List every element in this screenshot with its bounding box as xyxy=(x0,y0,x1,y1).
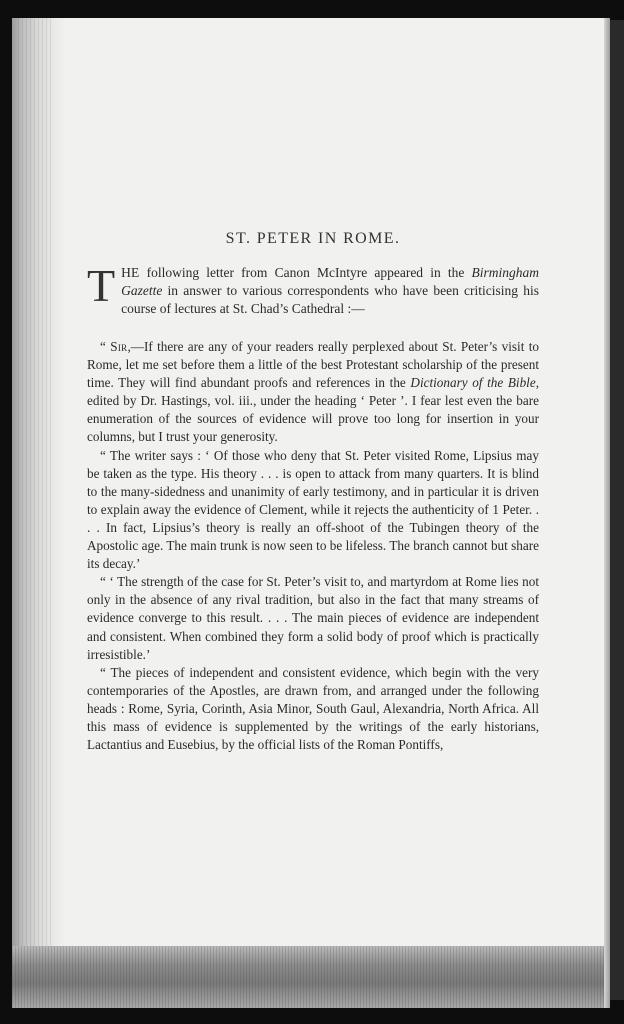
salutation: Sir xyxy=(110,339,128,354)
book-page xyxy=(12,18,610,1008)
intro-text-a: following letter from Canon McIntyre appeared in the xyxy=(139,265,472,280)
intro-first-word: HE xyxy=(121,265,140,280)
letter-paragraph-3: “ ‘ The strength of the case for St. Peter’s visit to, and martyrdom at Rome lies not only in the absence of any rival tradition, but also in the fact that many streams of evidence converge to this result. . . . The main pieces of evidence are independent and consistent. When combined they form a solid body of proof which is practically irresistible.’ xyxy=(87,574,539,662)
drop-cap: T xyxy=(87,260,116,311)
page-bottom-texture xyxy=(12,946,610,1008)
publication-name: Birmingham Gazette xyxy=(121,265,539,298)
letter-paragraph-1 xyxy=(87,338,539,447)
letter-paragraph-4: “ The pieces of independent and consistent evidence, which begin with the very contemporaries of the Apostles, are drawn from, and arranged under the following heads : Rome, Syria, Corinth, Asia Minor, South Gaul, Alexandria, North Africa. All this mass of evidence is supplemented by the writings of the early historians, Lactantius and Eusebius, by the official lists of the Roman Pontiffs, xyxy=(87,664,539,753)
binding-texture xyxy=(18,18,52,1008)
paragraph-1-text-a: ,—If there are any of your readers really perplexed about St. Peter’s visit to Rome, let me set before them a little of the best Protestant scholarship of the present time. They will find abundant proofs and references in the xyxy=(87,339,540,391)
letter-paragraph-2: “ The writer says : ‘ Of those who deny that St. Peter visited Rome, Lipsius may be taken as the type. His theory . . . is open to attack from many quarters. It is blind to the many-sidedness and unanimity of early testimony, and in particular it is driven to explain away the evidence of Clement, while it rejects the authenticity of 1 Peter. . . . In fact, Lipsius’s theory is really an off-shoot of the Tubingen theory of the Apostolic age. The main trunk is now seen to be lifeless. The branch cannot but share its decay.’ xyxy=(87,447,539,572)
paragraph-spacer xyxy=(87,318,539,338)
scan-border-right xyxy=(610,20,624,1000)
open-quote: “ xyxy=(100,339,111,354)
intro-paragraph xyxy=(87,260,539,318)
intro-text-b: in answer to various correspondents who have been criticising his course of lectures at St. Chad’s Cathedral :— xyxy=(121,283,539,316)
paragraph-1-text-b: , edited by Dr. Hastings, vol. iii., under the heading ‘ Peter ’. I fear lest even the bare enumeration of the sources of evidence will prove too long for insertion in your columns, but I trust your generosity. xyxy=(87,375,539,445)
article-body xyxy=(87,230,539,754)
reference-title: Dictionary of the Bible xyxy=(410,375,536,391)
article-title: ST. PETER IN ROME. xyxy=(225,230,401,247)
